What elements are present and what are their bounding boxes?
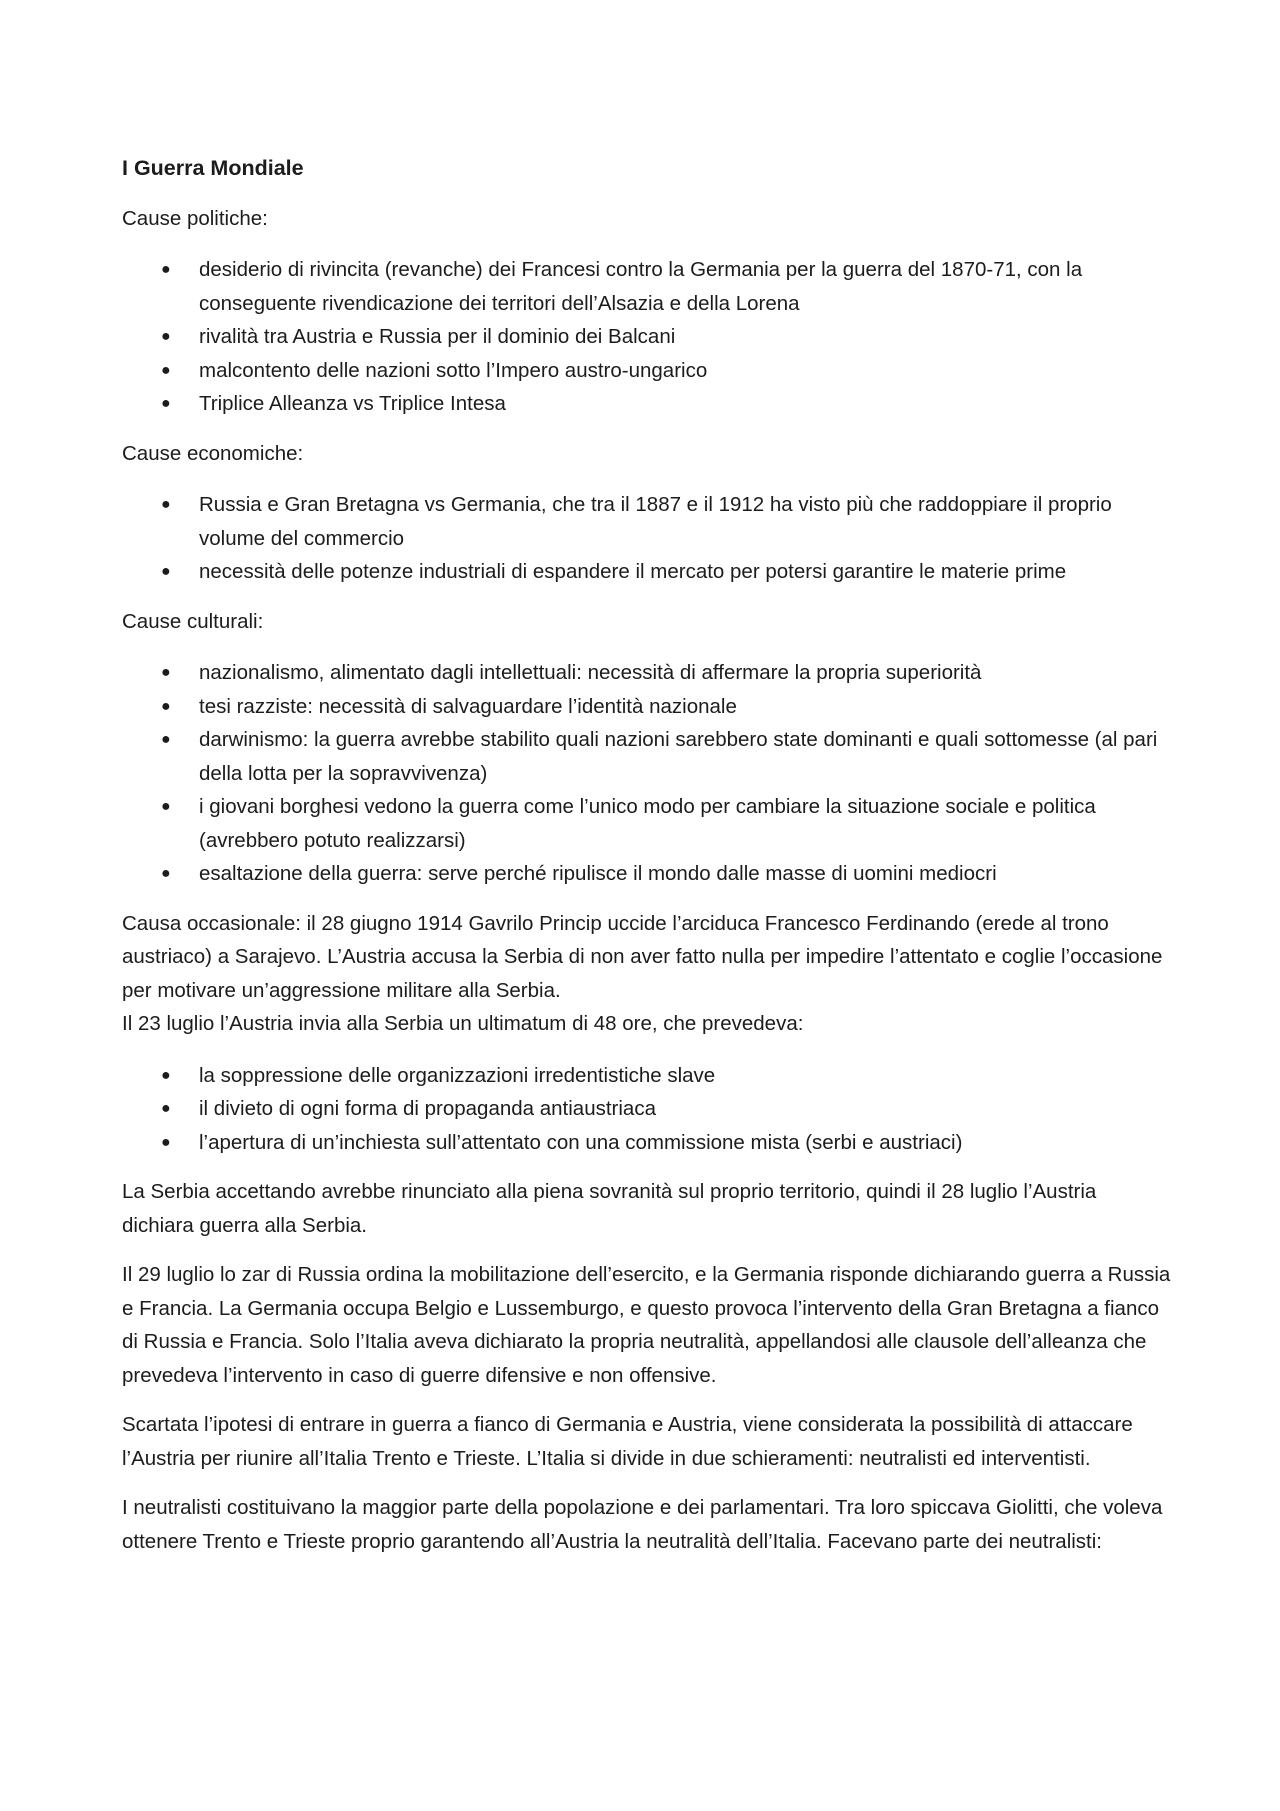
section-heading-economiche: Cause economiche: — [122, 441, 304, 465]
bullet-icon: ● — [161, 798, 171, 815]
bullet-icon: ● — [161, 731, 171, 748]
bullet-list-politiche — [122, 253, 1172, 421]
paragraph-ultimatum-intro: Il 23 luglio l’Austria invia alla Serbia un ultimatum di 48 ore, che prevedeva: — [122, 1012, 804, 1035]
list-item — [122, 790, 1172, 857]
list-item — [122, 555, 1172, 589]
bullet-icon: ● — [161, 361, 171, 379]
bullet-icon: ● — [161, 697, 171, 715]
section-heading-politiche: Cause politiche: — [122, 206, 268, 230]
document-page — [122, 152, 1172, 1574]
bullet-icon: ● — [161, 261, 171, 278]
list-item — [122, 488, 1172, 555]
list-item-text: il divieto di ogni forma di propaganda antiaustriaca — [199, 1097, 656, 1120]
list-item-text: la soppressione delle organizzazioni irredentistiche slave — [199, 1063, 716, 1087]
list-item-text: Triplice Alleanza vs Triplice Intesa — [199, 392, 506, 415]
list-item — [122, 1092, 1172, 1126]
paragraph: Il 29 luglio lo zar di Russia ordina la mobilitazione dell’esercito, e la Germania risponde dichiarando guerra a Russia e Francia. La Germania occupa Belgio e Lussemburgo, e questo provoca l’intervento della Gran Bretagna a fianco di Russia e Francia. Solo l’Italia aveva dichiarato la propria neutralità, appellandosi alle clausole dell’alleanza che prevedeva l’intervento in caso di guerre difensive e non offensive. — [122, 1263, 1171, 1387]
list-item — [122, 857, 1172, 891]
list-item — [122, 1126, 1172, 1160]
bullet-list-ultimatum — [122, 1059, 1172, 1160]
list-item — [122, 354, 1172, 388]
bullet-list-culturali — [122, 656, 1172, 891]
list-item-text: desiderio di rivincita (revanche) dei Francesi contro la Germania per la guerra del 1870-71, con la conseguente rivendicazione dei territori dell’Alsazia e della Lorena — [199, 258, 1083, 315]
list-item-text: Russia e Gran Bretagna vs Germania, che tra il 1887 e il 1912 ha visto più che raddoppiare il proprio volume del commercio — [199, 493, 1112, 550]
bullet-icon: ● — [161, 1133, 171, 1151]
bullet-icon: ● — [161, 328, 171, 345]
bullet-icon: ● — [161, 563, 171, 580]
list-item-text: rivalità tra Austria e Russia per il dominio dei Balcani — [199, 325, 676, 348]
bullet-icon: ● — [161, 1066, 171, 1084]
document-title: I Guerra Mondiale — [122, 156, 304, 180]
list-item-text: i giovani borghesi vedono la guerra come l’unico modo per cambiare la situazione sociale e politica (avrebbero potuto realizzarsi) — [199, 795, 1096, 852]
paragraph-causa-occasionale: Causa occasionale: il 28 giugno 1914 Gavrilo Princip uccide l’arciduca Francesco Ferdinando (erede al trono austriaco) a Sarajevo. L’Austria accusa la Serbia di non aver fatto nulla per impedire l’attentato e coglie l’occasione per motivare un’aggressione militare alla Serbia. — [122, 911, 1163, 1002]
bullet-icon: ● — [161, 1100, 171, 1117]
paragraph: La Serbia accettando avrebbe rinunciato alla piena sovranità sul proprio territorio, quindi il 28 luglio l’Austria dichiara guerra alla Serbia. — [122, 1180, 1097, 1237]
paragraph: Scartata l’ipotesi di entrare in guerra a fianco di Germania e Austria, viene considerata la possibilità di attaccare l’Austria per riunire all’Italia Trento e Trieste. L’Italia si divide in due schieramenti: neutralisti ed interventisti. — [122, 1413, 1133, 1470]
list-item-text: tesi razziste: necessità di salvaguardare l’identità nazionale — [199, 694, 737, 718]
list-item-text: esaltazione della guerra: serve perché ripulisce il mondo dalle masse di uomini mediocri — [199, 862, 997, 885]
bullet-list-economiche — [122, 488, 1172, 589]
list-item — [122, 1059, 1172, 1093]
list-item-text: l’apertura di un’inchiesta sull’attentato con una commissione mista (serbi e austriaci) — [199, 1130, 963, 1154]
list-item — [122, 253, 1172, 320]
paragraph: I neutralisti costituivano la maggior parte della popolazione e dei parlamentari. Tra loro spiccava Giolitti, che voleva ottenere Trento e Trieste proprio garantendo all’Austria la neutralità dell’Italia. Facevano parte dei neutralisti: — [122, 1496, 1163, 1553]
list-item-text: darwinismo: la guerra avrebbe stabilito quali nazioni sarebbero state dominanti e quali sottomesse (al pari della lotta per la sopravvivenza) — [199, 728, 1158, 785]
bullet-icon: ● — [161, 664, 171, 681]
list-item — [122, 387, 1172, 421]
list-item — [122, 723, 1172, 790]
bullet-icon: ● — [161, 865, 171, 882]
list-item — [122, 320, 1172, 354]
bullet-icon: ● — [161, 496, 171, 513]
list-item — [122, 656, 1172, 690]
section-heading-culturali: Cause culturali: — [122, 609, 264, 633]
list-item-text: necessità delle potenze industriali di espandere il mercato per potersi garantire le materie prime — [199, 560, 1067, 583]
bullet-icon: ● — [161, 395, 171, 412]
list-item — [122, 690, 1172, 724]
list-item-text: malcontento delle nazioni sotto l’Impero austro-ungarico — [199, 358, 708, 382]
list-item-text: nazionalismo, alimentato dagli intellettuali: necessità di affermare la propria superiorità — [199, 661, 982, 684]
